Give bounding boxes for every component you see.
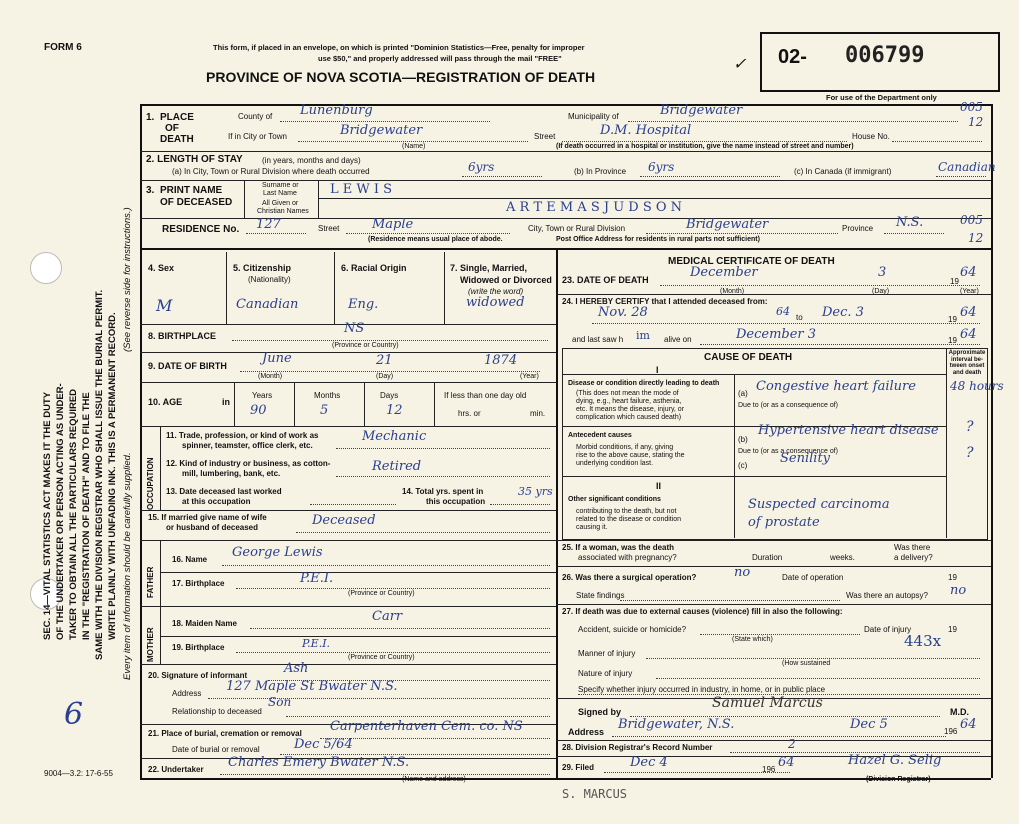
filed-year-field: 64 [778,755,795,770]
side-text-5: SAME WITH THE DIVISION REGISTRAR WHO SHALL ISSUE THE BURIAL PERMIT. [94,289,105,660]
death-day-field: 3 [878,265,887,280]
marital-status-field: widowed [466,295,525,310]
last-seen-field: December 3 [736,327,817,342]
side-text-1: SEC. 14—VITAL STATISTICS ACT MAKES IT THE DUTY [42,391,53,640]
other-condition-1: Suspected carcinoma [748,497,890,512]
occupation-side-label: OCCUPATION [146,457,155,510]
birthplace-field: NS [344,321,365,336]
physician-stamp: S. MARCUS [562,787,628,801]
street-field: D.M. Hospital [600,123,692,138]
relationship-field: Son [268,695,292,709]
signed-year-field: 64 [960,717,977,732]
given-names-field: A R T E M A S J U D S O N [506,200,683,215]
death-registration-form: FORM 6 This form, if placed in an envelope, on which is printed "Dominion Statistics—Free, penalty for improper use $50," and properly addressed will pass through the mail "FREE" PROVINCE OF NOVA SCOTIA—REGISTRATION OF DEATH 02- 006799 ✓ For use of the Department only SEC. 14—VITAL STATISTICS ACT MAKES IT THE DUTY OF THE UNDERTAKER OR PERSON ACTING AS UNDER- TAKER TO OBTAIN ALL THE PARTICULARS REQUIRED IN THE "REGISTRATION OF DEATH" AND TO FILE THE SAME WITH THE DIVISION REGISTRAR WHO SHALL ISSUE THE BURIAL PERMIT. WRITE PLAINLY WITH UNFADING INK. THIS IS A PERMANENT RECORD. Every item of information should be carefully supplied. (See reverse side for instructions.) 6 1. PLACE OF DEATH County of Lunenburg Municipality of Bridgewater 005 12 If in City or Town Bridgewater Street D.M. Hospital House No. (Name) (If death occurred in a hospital or institution, give the name instead of street and number) 2. LENGTH OF STAY (in years, months and days) (a) In City, Town or Rural Division where death occurred 6yrs (b) In Province 6yrs (c) In Canada (if immigrant) Canadian 3. PRINT NAME OF DECEASED Surname or Last Name All Given or Christian Names L E W I S A R T E M A S J U D S O N RESIDENCE No. 127 Street Maple City, Town or Rural Division Bridgewater Province N.S. 005 12 (Residence means usual place of abode. Post Office Address for residents in rural parts not sufficient) 4. Sex 5. Citizenship (Nationality) 6. Racial Origin 7. Single, Married, Widowed or Divorced (write the word) M Canadian Eng. widowed 8. BIRTHPLACE NS (Province or Country) 9. DATE OF BIRTH June 21 1874 (Month) (Day) (Year) 10. AGE in Years Months Days 90 5 12 If less than one day old hrs. or min. OCCUPATION 11. Trade, profession, or kind of work as spinner, teamster, office clerk, etc. Mechanic 12. Kind of industry or business, as cotton- mill, lumbering, bank, etc. Retired 13. Date deceased last worked at this occupation 14. Total yrs. spent in this occupation 35 yrs 15. If married give name of wife or husband of deceased Deceased FATHER 16. Name George Lewis 17. Birthplace P.E.I. (Province or Country) MOTHER 18. Maiden Name Carr 19. Birthplace P.E.I. (Province or Country) 20. Signature of informant Ash Address 127 Maple St Bwater N.S. Relationship to deceased Son 21. Place of burial, cremation or removal Carpenterhaven Cem. co. NS Date of burial or removal Dec 5/64 22. Undertaker Charles Emery Bwater N.S. (Name and address) 9004—3.2: 17-6-55 MEDICAL CERTIFICATE OF DEATH 23. DATE OF DEATH December 3 19 64 (Month) (Day) (Year) 24. I HEREBY CERTIFY that I attended deceased from: Nov. 28 64 to Dec. 3 19 64 and last saw h im alive on December 3 19 64 CAUSE OF DEATH I Approximate interval be- tween onset and death Disease or condition directly leading to death (This does not mean the mode of dying, e.g., heart failure, asthenia, etc. It means the disease, injury, or complication which caused death) (a) Congestive heart failure 48 hours Due to (or as a consequence of) Antecedent causes Morbid conditions, if any, giving rise to the above cause, stating the underlying condition last. (b) Hypertensive heart disease ? Due to (or as a consequence of) (c) Senility ? II Other significant conditions contributing to the death, but not related to the disease or condition causing it. Suspected carcinoma of prostate 25. If a woman, was the death associated with pregnancy? Duration weeks. Was there a delivery? 26. Was there a surgical operation? no Date of operation 19 State findings Was there an autopsy? no 27. If death was due to external causes (violence) fill in also the following: Accident, suicide or homicide? (State which) Date of injury 19 Manner of injury 443x (How sustained Nature of injury Specify whether injury occurred in industry, in home, or in public place Signed by Samuel Marcus M.D. Address Bridgewater, N.S. Dec 5 196 64 28. Division Registrar's Record Number 2 29. Filed Dec 4 196 64 Hazel G. Selig (Division Registrar) S. MARCUS [0,0,1019,824]
form-title: PROVINCE OF NOVA SCOTIA—REGISTRATION OF DEATH [206,69,596,85]
burial-place-field: Carpenterhaven Cem. co. NS [330,719,523,734]
punch-hole-top [30,252,62,284]
father-side-label: FATHER [146,566,155,598]
medical-certificate-title: MEDICAL CERTIFICATE OF DEATH [668,256,835,267]
death-month-field: December [690,265,758,280]
dept-code-1: 005 [960,100,983,114]
envelope-note: This form, if placed in an envelope, on which is printed "Dominion Statistics—Free, penalty for improper [213,43,585,52]
sex-field: M [156,296,173,315]
stay-canada-field: Canadian [938,160,996,174]
county-field: Lunenburg [300,103,373,118]
stay-province-field: 6yrs [648,160,675,174]
autopsy-field: no [950,583,967,598]
dept-code-3: 005 [960,213,983,227]
side-text-2: OF THE UNDERTAKER OR PERSON ACTING AS UNDER- [55,383,66,640]
residence-number-field: 127 [256,217,281,232]
footer-code: 9004—3.2: 17-6-55 [44,769,113,778]
side-text-7: Every item of information should be carefully supplied. [122,452,133,680]
age-years-field: 90 [250,403,267,418]
age-days-field: 12 [386,403,403,418]
dept-code-2: 12 [968,115,984,129]
undertaker-field: Charles Emery Bwater N.S. [228,755,410,770]
side-text-3: TAKER TO OBTAIN ALL THE PARTICULARS REQUIRED [68,388,79,640]
check-mark: ✓ [733,54,747,73]
stay-city-field: 6yrs [468,160,495,174]
age-months-field: 5 [320,403,329,418]
cause-of-death-title: CAUSE OF DEATH [704,352,793,363]
surgical-operation-field: no [734,565,751,580]
side-text-4: IN THE "REGISTRATION OF DEATH" AND TO FILE THE [81,392,92,640]
mother-birthplace-field: P.E.I. [302,637,331,650]
industry-field: Retired [372,459,422,474]
reg-prefix: 02- [778,46,807,68]
physician-address-field: Bridgewater, N.S. [618,717,735,732]
interval-b-field: ? [966,419,974,435]
last-seen-him: im [636,329,650,342]
record-number-field: 2 [788,737,796,751]
department-use-label: For use of the Department only [826,93,937,102]
spouse-field: Deceased [312,513,376,528]
signed-date-field: Dec 5 [850,717,888,732]
envelope-note-2: use $50," and properly addressed will pass through the mail "FREE" [318,54,562,63]
other-condition-2: of prostate [748,515,820,530]
years-in-occupation-field: 35 yrs [518,485,553,498]
surname-field: L E W I S [330,182,393,197]
occupation-field: Mechanic [362,429,427,444]
birth-day-field: 21 [376,353,393,368]
last-seen-year: 64 [960,327,977,342]
margin-mark: 6 [64,697,84,732]
municipality-field: Bridgewater [660,103,743,118]
residence-city-field: Bridgewater [686,217,769,232]
citizenship-field: Canadian [236,297,299,312]
attended-from-field: Nov. 28 [598,305,648,320]
mother-side-label: MOTHER [146,627,155,662]
side-text-6: WRITE PLAINLY WITH UNFADING INK. THIS IS A PERMANENT RECORD. [107,312,118,640]
burial-date-field: Dec 5/64 [294,737,353,752]
father-name-field: George Lewis [232,545,323,560]
filed-date-field: Dec 4 [630,755,668,770]
birth-year-field: 1874 [484,353,518,368]
interval-a-field: 48 hours [950,379,1004,393]
side-text-8: (See reverse side for instructions.) [122,207,133,352]
residence-street-field: Maple [372,217,414,232]
dept-code-4: 12 [968,231,984,245]
physician-signature: Samuel Marcus [712,695,823,711]
racial-origin-field: Eng. [348,297,379,312]
informant-address-field: 127 Maple St Bwater N.S. [226,679,398,694]
attended-to-field: Dec. 3 [822,305,864,320]
attended-to-year: 64 [960,305,977,320]
attended-from-year: 64 [776,305,790,318]
registration-number: 006799 [845,43,925,68]
birth-month-field: June [262,351,292,366]
residence-province-field: N.S. [896,215,924,230]
cause-a-field: Congestive heart failure [756,379,916,394]
father-birthplace-field: P.E.I. [300,571,334,586]
city-field: Bridgewater [340,123,423,138]
interval-c-field: ? [966,445,974,461]
registrar-signature: Hazel G. Selig [848,753,942,768]
mother-maiden-name-field: Carr [372,609,403,624]
informant-signature: Ash [284,661,309,676]
cause-c-field: Senility [780,451,831,466]
death-year-field: 64 [960,265,977,280]
form-number: FORM 6 [44,42,82,53]
cause-b-field: Hypertensive heart disease [758,423,939,438]
injury-code-field: 443x [904,632,942,650]
